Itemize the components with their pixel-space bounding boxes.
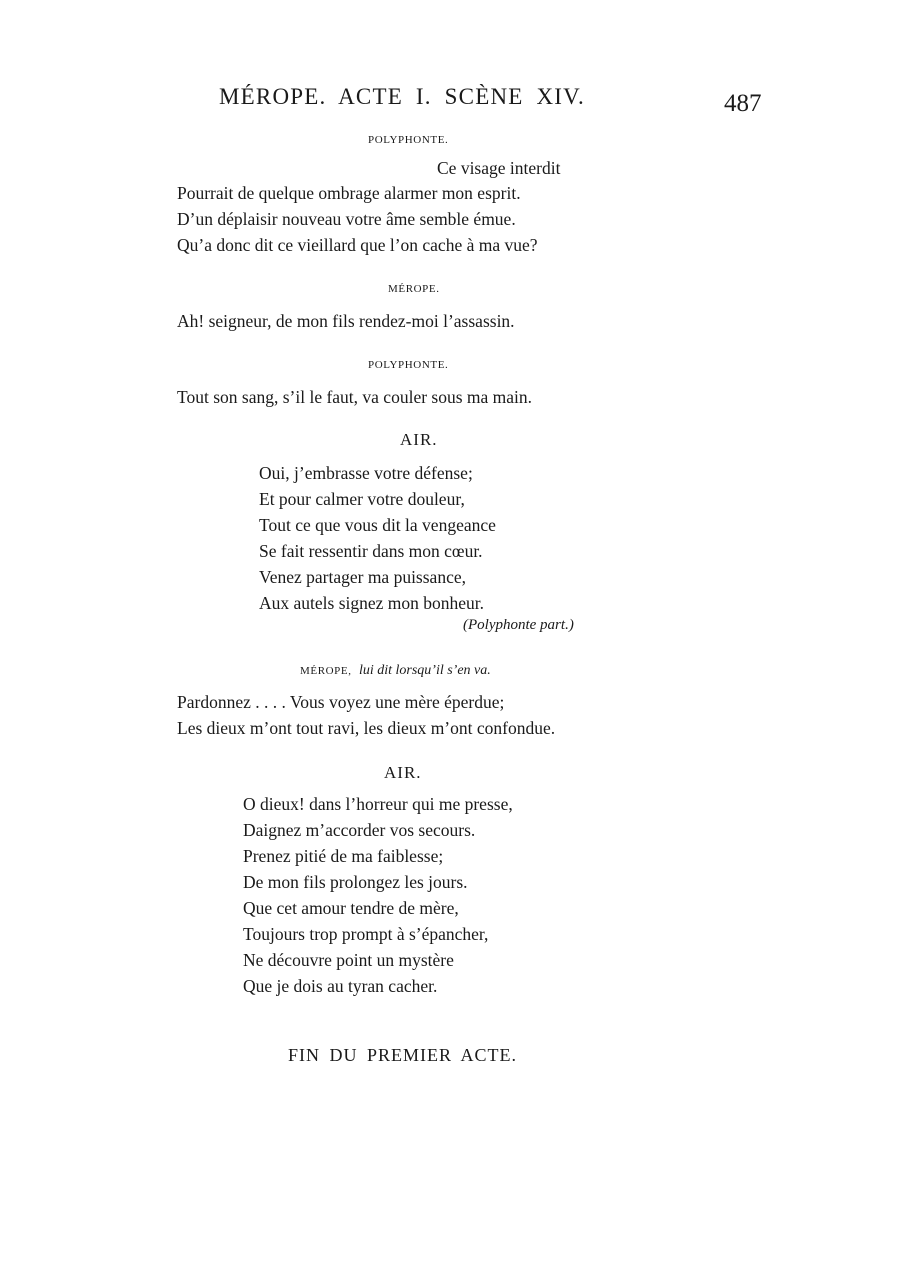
speech-block [177,384,532,410]
verse-line: Ah! seigneur, de mon fils rendez-moi l’assassin. [177,311,515,331]
air-heading: AIR. [384,763,422,782]
verse-line: De mon fils prolongez les jours. [243,872,468,892]
page-number: 487 [724,90,762,117]
verse-line: Prenez pitié de ma faiblesse; [243,846,444,866]
verse-line: Ce visage interdit [437,158,561,178]
speaker-name: MÉROPE, [300,665,352,677]
verse-line: Daignez m’accorder vos secours. [243,820,476,840]
stage-direction: lui dit lorsqu’il s’en va. [358,663,491,678]
speaker-name: MÉROPE. [388,283,440,295]
end-of-act: FIN DU PREMIER ACTE. [288,1045,518,1065]
verse-line: Pardonnez . . . . Vous voyez une mère éperdue; [177,692,505,712]
speech-block [177,689,555,741]
verse-line: Et pour calmer votre douleur, [259,489,465,509]
speaker-name: POLYPHONTE. [368,359,449,371]
verse-line: Venez partager ma puissance, [259,567,466,587]
verse-line: O dieux! dans l’horreur qui me presse, [243,794,513,814]
verse-line: Que je dois au tyran cacher. [243,976,438,996]
running-head: MÉROPE. ACTE I. SCÈNE XIV. [219,84,585,109]
speaker-name: POLYPHONTE. [368,134,449,146]
verse-line: Tout son sang, s’il le faut, va couler sous ma main. [177,387,533,407]
stage-direction: (Polyphonte part.) [463,617,574,633]
verse-line: Les dieux m’ont tout ravi, les dieux m’ont confondue. [177,718,556,738]
verse-line: Ne découvre point un mystère [243,950,454,970]
verse-line: Qu’a donc dit ce vieillard que l’on cache à ma vue? [177,235,538,255]
verse-line: Oui, j’embrasse votre défense; [259,463,473,483]
song-block [259,460,496,616]
verse-line: Tout ce que vous dit la vengeance [259,515,496,535]
air-heading: AIR. [400,430,438,449]
verse-line: Que cet amour tendre de mère, [243,898,459,918]
verse-line: D’un déplaisir nouveau votre âme semble émue. [177,209,516,229]
verse-line: Se fait ressentir dans mon cœur. [259,541,483,561]
speech-block [177,308,515,334]
verse-line: Toujours trop prompt à s’épancher, [243,924,489,944]
verse-line: Aux autels signez mon bonheur. [259,593,485,613]
speaker-with-direction [300,663,491,679]
speech-block [177,180,538,258]
verse-line: Pourrait de quelque ombrage alarmer mon esprit. [177,183,521,203]
song-block [243,791,513,999]
